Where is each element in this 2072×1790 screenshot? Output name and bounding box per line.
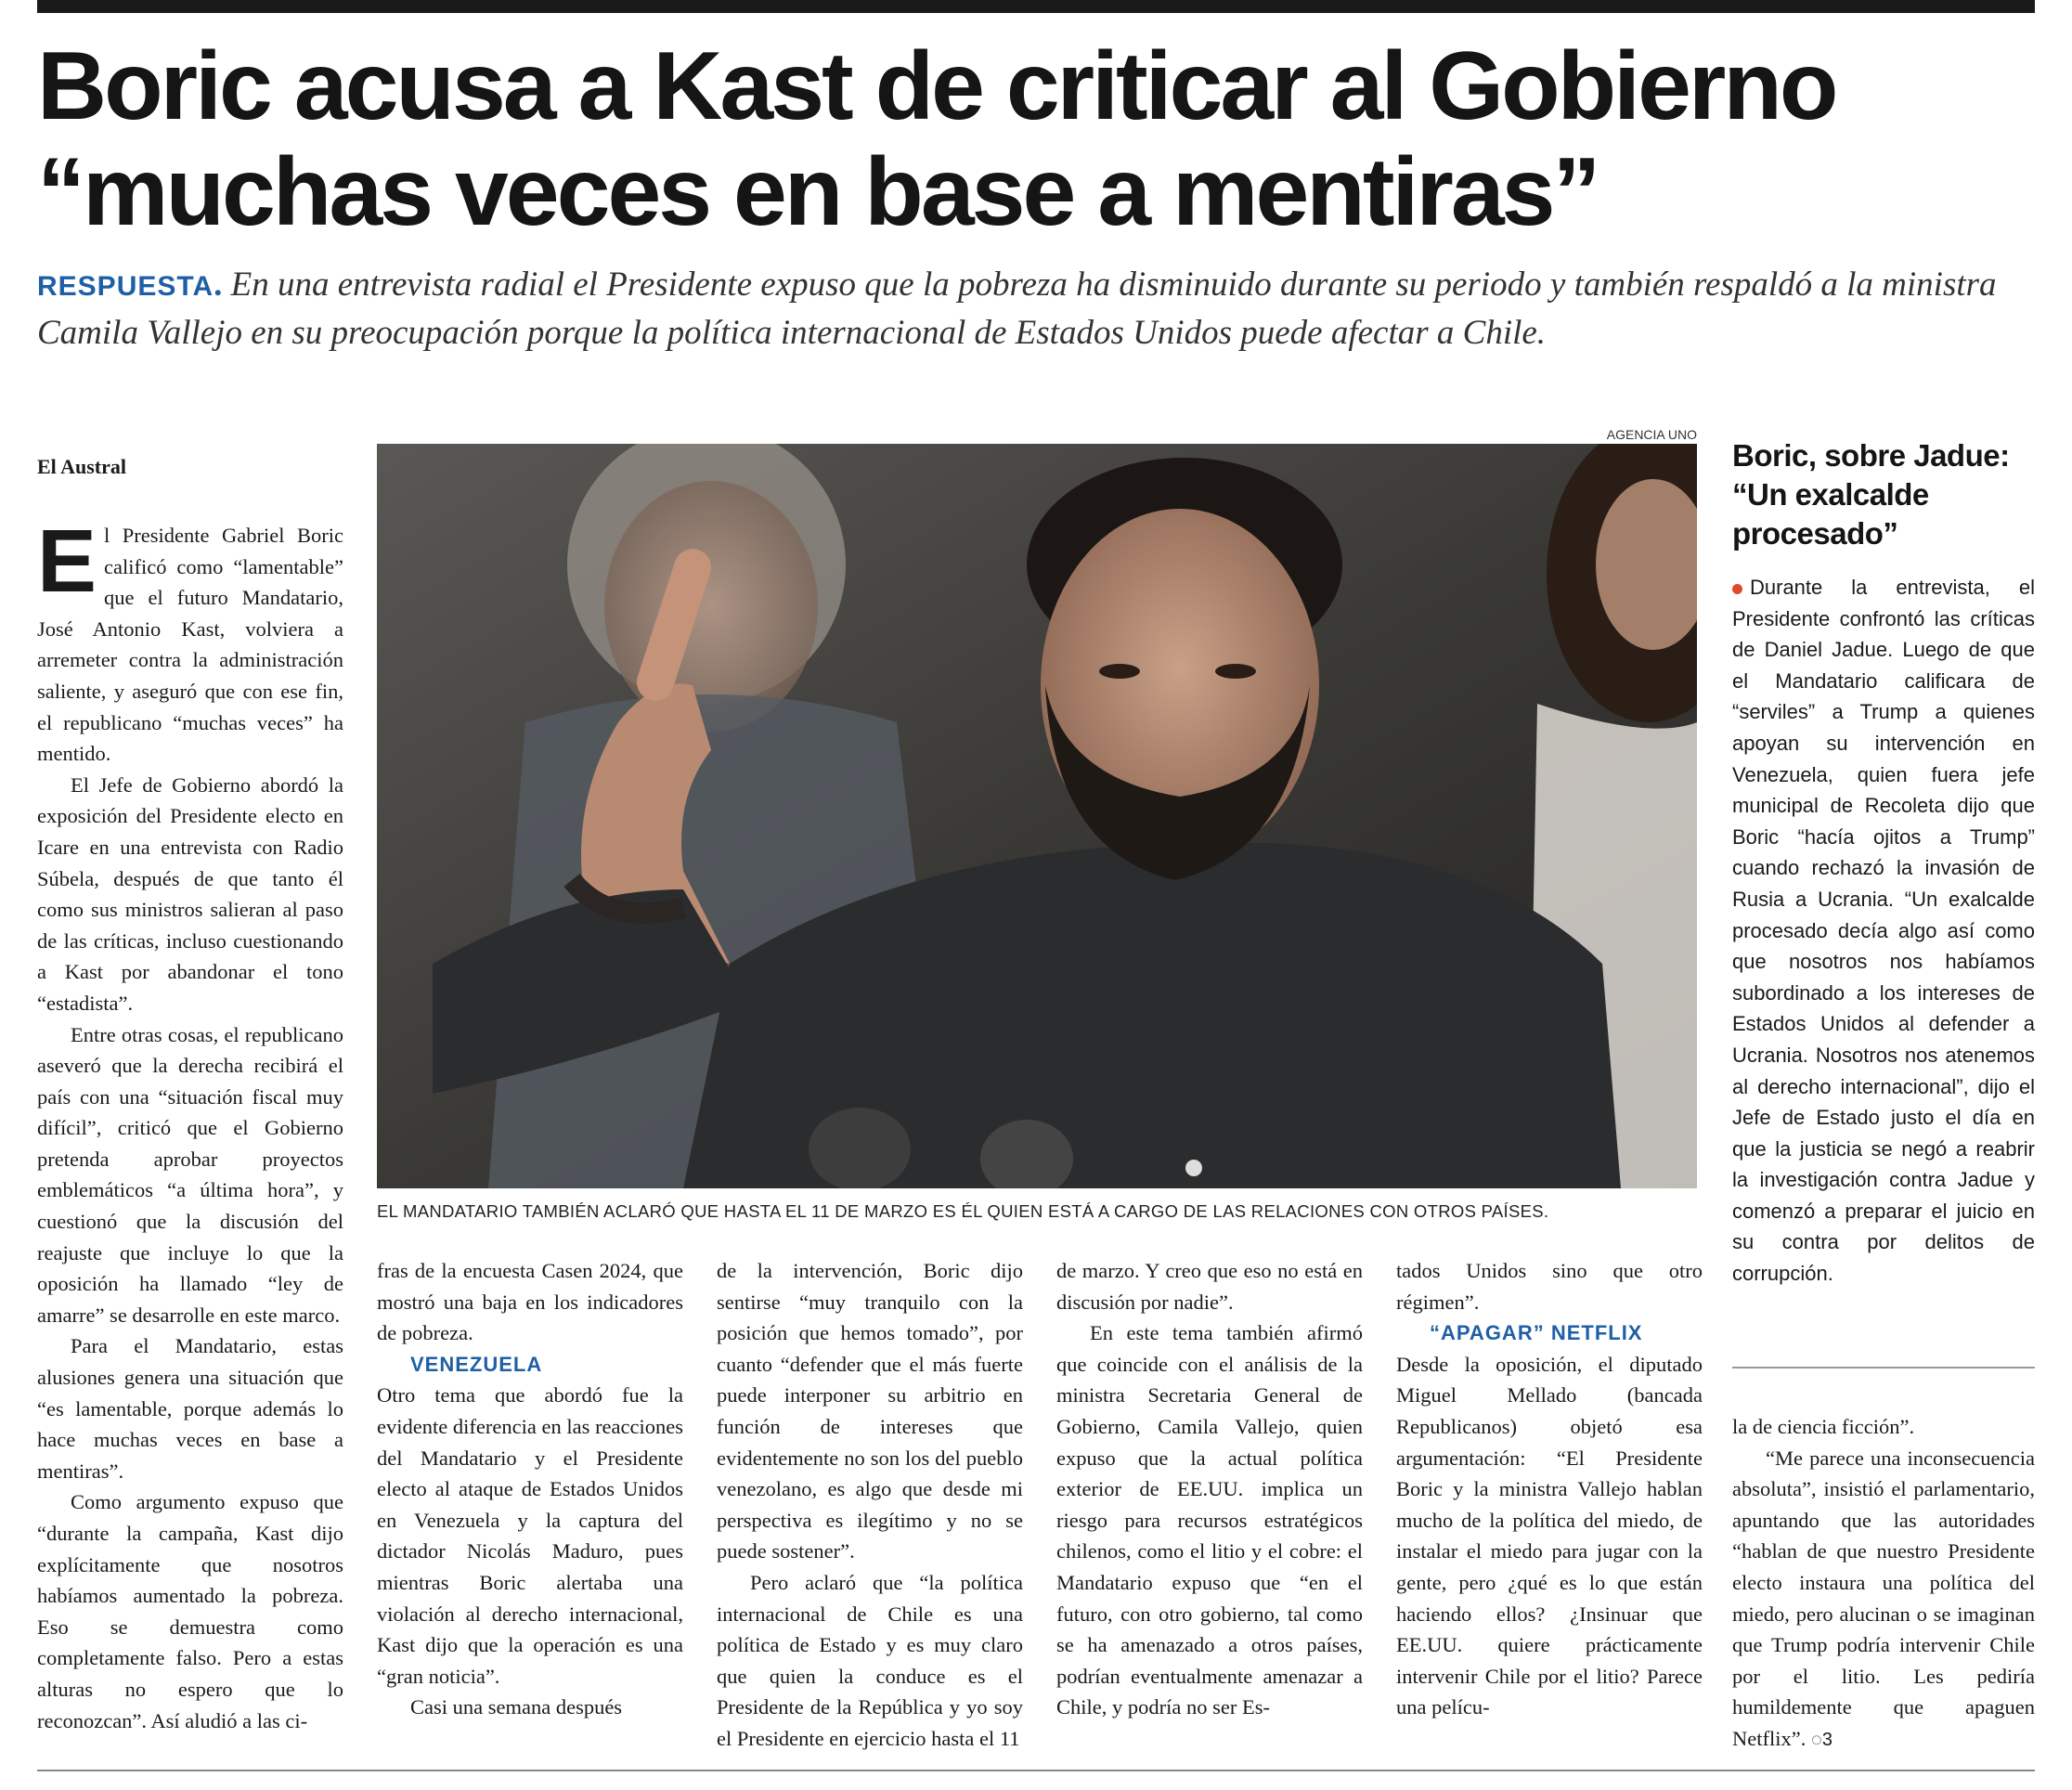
paragraph: Otro tema que abordó fue la evidente diferencia en las reacciones del Mandatario y el Presidente electo al ataque de Estados Unidos en Venezuela y la captura del dictador Nicolás Maduro, pues mientras Boric alertaba una violación al derecho internacional, Kast dijo que la operación es una “gran noticia”.: [377, 1383, 683, 1688]
column-5: [1396, 1255, 1703, 1723]
end-mark-icon: ◌3: [1810, 1729, 1832, 1750]
news-photo: [377, 444, 1697, 1188]
paragraph: Pero aclaró que “la política internacional de Chile es una política de Estado y es muy claro que quien la conduce es el Presidente de la República y yo soy el Presidente en ejercicio hasta el 11: [717, 1570, 1023, 1750]
paragraph: Como argumento expuso que “durante la campaña, Kast dijo explícitamente que nosotros habíamos aumentado la pobreza. Eso se demuestra como completamente falso. Pero a estas alturas no espero que lo reconozcan”. Así aludió a las ci-: [37, 1490, 343, 1732]
sidebar-title: Boric, sobre Jadue: “Un exalcalde procesado”: [1732, 438, 2010, 551]
sidebar-body: [1732, 572, 2035, 1290]
headline-line-1: Boric acusa a Kast de criticar al Gobierno: [37, 32, 1836, 140]
column-6: [1732, 1411, 2035, 1757]
subhead-netflix: “APAGAR” NETFLIX: [1430, 1321, 1643, 1345]
top-rule: [37, 0, 2035, 13]
photo-illustration: [377, 444, 1697, 1188]
headline: [37, 33, 2042, 245]
paragraph: de marzo. Y creo que eso no está en discusión por nadie”.: [1056, 1259, 1363, 1314]
paragraph-text: l Presidente Gabriel Boric calificó como “lamentable” que el futuro Mandatario, José Antonio Kast, volviera a arremeter contra la administración saliente, y aseguró que con ese fin, el republicano “muchas veces” ha mentido.: [37, 524, 343, 766]
paragraph-lead: [37, 512, 343, 770]
bottom-rule: [37, 1770, 2035, 1771]
paragraph-text: “Me parece una inconsecuencia absoluta”, insistió el parlamentario, apuntando que las autoridades “hablan de que nuestro Presidente electo instaura una política del miedo, pero alucinan o se imaginan que Trump podría intervenir Chile por el litio. Les pediría humildemente que apaguen Netflix”.: [1732, 1446, 2035, 1750]
byline: El Austral: [37, 455, 126, 478]
paragraph-last: [1732, 1443, 2035, 1757]
photo-credit: AGENCIA UNO: [1606, 427, 1697, 442]
sidebar-text: Durante la entrevista, el Presidente confrontó las críticas de Daniel Jadue. Luego de que el Mandatario calificara de “serviles” a Trump a quienes apoyan su intervención en Venezuela, quien fuera jefe municipal de Recoleta dijo que Boric “hacía ojitos a Trump” cuando rechazó la invasión de Rusia a Ucrania. “Un exalcalde procesado decía algo así como que nosotros nos habíamos subordinado a los intereses de Estados Unidos al defender a Ucrania. Nosotros nos atenemos al derecho internacional”, dijo el Jefe de Estado justo el día en que la justicia se negó a reabrir la investigación contra Jadue y comenzó a preparar el juicio en su contra por delitos de corrupción.: [1732, 576, 2035, 1286]
photo-caption: EL MANDATARIO TAMBIÉN ACLARÓ QUE HASTA EL 11 DE MARZO ES ÉL QUIEN ESTÁ A CARGO DE LAS RELACIONES CON OTROS PAÍSES.: [377, 1201, 1549, 1221]
paragraph: tados Unidos sino que otro régimen”.: [1396, 1259, 1703, 1314]
column-4: [1056, 1255, 1363, 1723]
paragraph: fras de la encuesta Casen 2024, que mostró una baja en los indicadores de pobreza.: [377, 1259, 683, 1345]
deck-label-dot: .: [214, 266, 223, 304]
deck-text: En una entrevista radial el Presidente expuso que la pobreza ha disminuido durante su periodo y también respaldó a la ministra Camila Vallejo en su preocupación porque la política internacional de Estados Unidos puede afectar a Chile.: [37, 266, 1997, 352]
sidebar-divider: [1732, 1367, 2035, 1368]
sidebar-box: [1732, 436, 2035, 1290]
paragraph: la de ciencia ficción”.: [1732, 1415, 1915, 1438]
bullet-icon: [1732, 584, 1742, 594]
deck: [37, 262, 2042, 357]
headline-line-2: “muchas veces en base a mentiras”: [37, 138, 1599, 246]
deck-label: RESPUESTA: [37, 271, 214, 302]
column-1: [37, 512, 343, 1736]
paragraph: Entre otras cosas, el republicano aseveró que la derecha recibirá el país con una “situación fiscal muy difícil”, criticó que el Gobierno pretenda aprobar proyectos emblemáticos “a última hora”, y cuestionó que la discusión del reajuste que incluye lo que la oposición ha llamado “ley de amarre” se desarrolle en este marco.: [37, 1022, 343, 1327]
column-2: [377, 1255, 683, 1723]
paragraph: Casi una semana después: [410, 1695, 623, 1719]
paragraph: Para el Mandatario, estas alusiones genera una situación que “es lamentable, porque además lo hace muchas veces en base a mentiras”.: [37, 1334, 343, 1483]
paragraph: de la intervención, Boric dijo sentirse “muy tranquilo con la posición que hemos tomado”, por cuanto “defender que el más fuerte puede interponer su arbitrio en función de intereses que evidentemente no son los del pueblo venezolano, es algo que desde mi perspectiva es ilegítimo y no se puede sostener”.: [717, 1259, 1023, 1563]
paragraph: En este tema también afirmó que coincide con el análisis de la ministra Secretaria General de Gobierno, Camila Vallejo, quien expuso que la actual política exterior de EE.UU. implica un riesgo para recursos estratégicos chilenos, como el litio y el cobre: el Mandatario expuso que “en el futuro, con otro gobierno, tal como se ha amenazado a otros países, podrían eventualmente amenazar a Chile, y podría no ser Es-: [1056, 1321, 1363, 1719]
paragraph: Desde la oposición, el diputado Miguel Mellado (bancada Republicanos) objetó esa argumentación: “El Presidente Boric y la ministra Vallejo hablan mucho de la política del miedo, de instalar el miedo para jugar con la gente, pero ¿qué es lo que están haciendo ellos? ¿Insinuar que EE.UU. quiere prácticamente intervenir Chile por el litio? Parece una pelícu-: [1396, 1352, 1703, 1719]
subhead-venezuela: VENEZUELA: [410, 1352, 543, 1376]
paragraph: El Jefe de Gobierno abordó la exposición del Presidente electo en Icare en una entrevista con Radio Súbela, después de que tanto él como sus ministros salieran al paso de las críticas, incluso cuestionando a Kast por abandonar el tono “estadista”.: [37, 772, 343, 1015]
drop-cap: E: [37, 512, 97, 611]
column-3: [717, 1255, 1023, 1755]
